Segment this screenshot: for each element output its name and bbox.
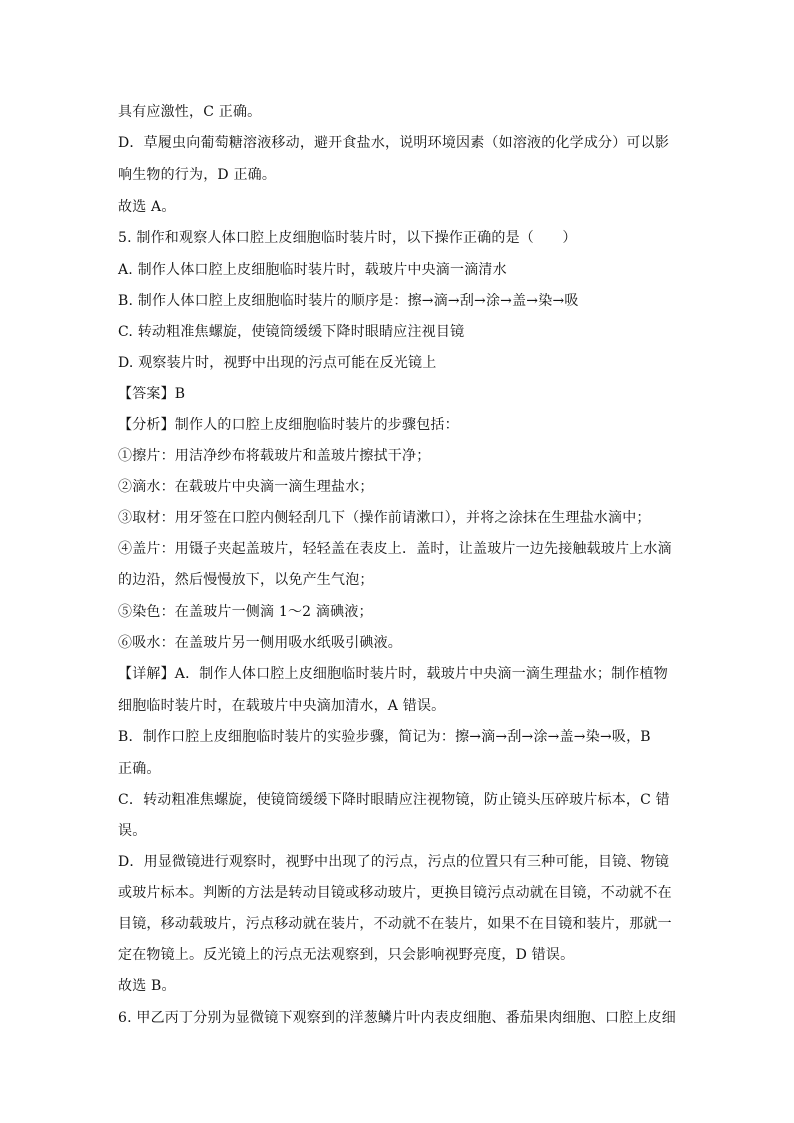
detail-line: 或玻片标本。判断的方法是转动目镜或移动玻片，更换目镜污点动就在目镜，不动就不在	[118, 885, 672, 901]
analysis-line: 【分析】制作人的口腔上皮细胞临时装片的步骤包括：	[118, 417, 459, 433]
option-b: B. 制作人体口腔上皮细胞临时装片的顺序是：擦→滴→刮→涂→盖→染→吸	[118, 293, 579, 309]
text-line: 响生物的行为，D 正确。	[118, 167, 277, 183]
step-line: ⑤染色：在盖玻片一侧滴 1～2 滴碘液；	[118, 604, 373, 620]
question-5-stem: 5. 制作和观察人体口腔上皮细胞临时装片时，以下操作正确的是（ ）	[118, 230, 577, 246]
option-c: C. 转动粗准焦螺旋，使镜筒缓缓下降时眼睛应注视目镜	[118, 324, 465, 340]
text-line: 故选 B。	[118, 978, 176, 994]
detail-line: 【详解】A．制作人体口腔上皮细胞临时装片时，载玻片中央滴一滴生理盐水；制作植物	[118, 666, 668, 682]
step-line: 的边沿，然后慢慢放下，以免产生气泡；	[118, 572, 374, 588]
option-a: A. 制作人体口腔上皮细胞临时装片时，载玻片中央滴一滴清水	[118, 262, 507, 278]
option-d: D. 观察装片时，视野中出现的污点可能在反光镜上	[118, 355, 437, 371]
step-line: ③取材：用牙签在口腔内侧轻刮几下（操作前请漱口），并将之涂抹在生理盐水滴中；	[118, 510, 651, 526]
detail-line: 正确。	[118, 761, 161, 777]
text-line: 故选 A。	[118, 199, 176, 215]
text-line: 具有应激性，C 正确。	[118, 104, 262, 120]
detail-line: 误。	[118, 823, 147, 839]
step-line: ②滴水：在载玻片中央滴一滴生理盐水；	[118, 479, 374, 495]
detail-line: 定在物镜上。反光镜上的污点无法观察到，只会影响视野亮度，D 错误。	[118, 947, 575, 963]
detail-line: C．转动粗准焦螺旋，使镜筒缓缓下降时眼睛应注视物镜，防止镜头压碎玻片标本，C 错	[118, 792, 670, 808]
detail-line: D．用显微镜进行观察时，视野中出现了的污点，污点的位置只有三种可能，目镜、物镜	[118, 854, 670, 870]
step-line: ⑥吸水：在盖玻片另一侧用吸水纸吸引碘液。	[118, 635, 402, 651]
answer-line: 【答案】B	[118, 386, 186, 402]
detail-line: 细胞临时装片时，在载玻片中央滴加清水，A 错误。	[118, 698, 446, 714]
detail-line: 目镜，移动载玻片，污点移动就在装片，不动就不在装片，如果不在目镜和装片，那就一	[118, 916, 672, 932]
detail-line: B．制作口腔上皮细胞临时装片的实验步骤，简记为：擦→滴→刮→涂→盖→染→吸，B	[118, 729, 651, 745]
question-6-stem: 6. 甲乙丙丁分别为显微镜下观察到的洋葱鳞片叶内表皮细胞、番茄果肉细胞、口腔上皮细	[118, 1010, 677, 1026]
step-line: ④盖片：用镊子夹起盖玻片，轻轻盖在表皮上．盖时，让盖玻片一边先接触载玻片上水滴	[118, 541, 672, 557]
step-line: ①擦片：用洁净纱布将载玻片和盖玻片擦拭干净；	[118, 448, 431, 464]
text-line: D．草履虫向葡萄糖溶液移动，避开食盐水，说明环境因素（如溶液的化学成分）可以影	[118, 135, 670, 151]
